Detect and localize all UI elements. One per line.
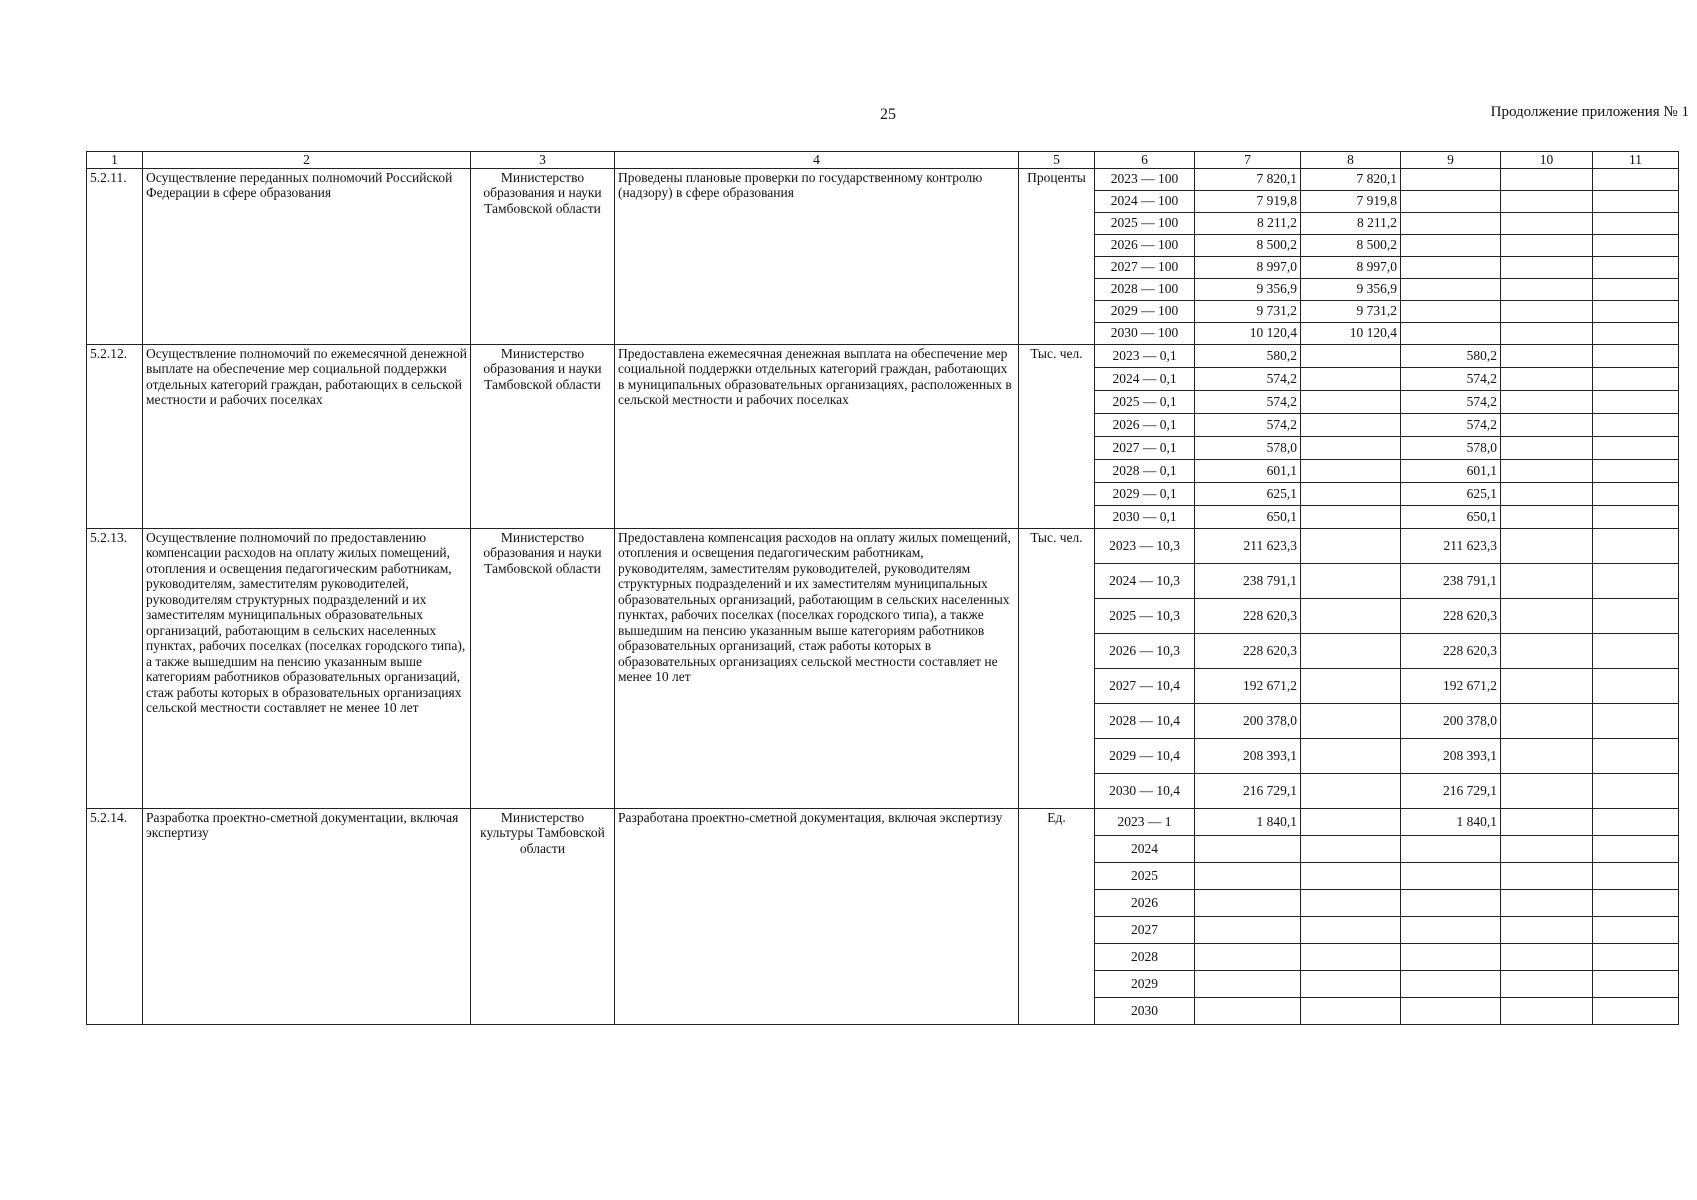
value-cell-10 [1501, 212, 1593, 234]
year-indicator-cell: 2029 [1095, 970, 1195, 997]
value-cell-8: 8 500,2 [1301, 234, 1401, 256]
year-indicator-cell: 2026 [1095, 889, 1195, 916]
value-cell-9: 211 623,3 [1401, 528, 1501, 563]
value-cell-11 [1593, 367, 1679, 390]
year-indicator-cell: 2030 [1095, 997, 1195, 1024]
value-cell-10 [1501, 413, 1593, 436]
value-cell-11 [1593, 997, 1679, 1024]
table-header [87, 152, 1679, 169]
year-indicator-cell: 2026 — 100 [1095, 234, 1195, 256]
value-cell-10 [1501, 563, 1593, 598]
value-cell-8: 9 731,2 [1301, 300, 1401, 322]
value-cell-11 [1593, 916, 1679, 943]
column-header: 8 [1301, 152, 1401, 169]
value-cell-10 [1501, 168, 1593, 190]
value-cell-8: 7 919,8 [1301, 190, 1401, 212]
year-indicator-cell: 2027 [1095, 916, 1195, 943]
value-cell-11 [1593, 278, 1679, 300]
value-cell-8 [1301, 808, 1401, 835]
value-cell-10 [1501, 835, 1593, 862]
year-indicator-cell: 2028 [1095, 943, 1195, 970]
value-cell-7: 578,0 [1195, 436, 1301, 459]
value-cell-8: 8 997,0 [1301, 256, 1401, 278]
value-cell-7 [1195, 889, 1301, 916]
value-cell-7: 625,1 [1195, 482, 1301, 505]
column-header: 2 [143, 152, 471, 169]
value-cell-9 [1401, 322, 1501, 344]
value-cell-10 [1501, 633, 1593, 668]
value-cell-8 [1301, 997, 1401, 1024]
year-indicator-cell: 2026 — 10,3 [1095, 633, 1195, 668]
value-cell-10 [1501, 505, 1593, 528]
value-cell-9: 574,2 [1401, 367, 1501, 390]
value-cell-7: 208 393,1 [1195, 738, 1301, 773]
value-cell-9 [1401, 168, 1501, 190]
value-cell-8 [1301, 436, 1401, 459]
value-cell-7 [1195, 862, 1301, 889]
table-row [87, 528, 1679, 563]
table-row [87, 168, 1679, 190]
value-cell-10 [1501, 997, 1593, 1024]
year-indicator-cell: 2025 — 0,1 [1095, 390, 1195, 413]
value-cell-10 [1501, 482, 1593, 505]
value-cell-7 [1195, 997, 1301, 1024]
value-cell-9: 574,2 [1401, 413, 1501, 436]
year-indicator-cell: 2024 — 10,3 [1095, 563, 1195, 598]
year-indicator-cell: 2026 — 0,1 [1095, 413, 1195, 436]
year-indicator-cell: 2027 — 10,4 [1095, 668, 1195, 703]
value-cell-10 [1501, 390, 1593, 413]
value-cell-8 [1301, 367, 1401, 390]
value-cell-7: 228 620,3 [1195, 598, 1301, 633]
value-cell-10 [1501, 668, 1593, 703]
value-cell-8 [1301, 668, 1401, 703]
year-indicator-cell: 2028 — 0,1 [1095, 459, 1195, 482]
value-cell-9: 1 840,1 [1401, 808, 1501, 835]
value-cell-11 [1593, 738, 1679, 773]
value-cell-8: 10 120,4 [1301, 322, 1401, 344]
value-cell-7: 211 623,3 [1195, 528, 1301, 563]
section-unit: Проценты [1019, 168, 1095, 344]
section-code: 5.2.12. [87, 344, 143, 528]
section-code: 5.2.11. [87, 168, 143, 344]
value-cell-9 [1401, 835, 1501, 862]
value-cell-7: 9 356,9 [1195, 278, 1301, 300]
section-code: 5.2.14. [87, 808, 143, 1024]
year-indicator-cell: 2030 — 10,4 [1095, 773, 1195, 808]
section-name: Осуществление переданных полномочий Российской Федерации в сфере образования [143, 168, 471, 344]
column-header: 9 [1401, 152, 1501, 169]
value-cell-11 [1593, 943, 1679, 970]
year-indicator-cell: 2025 [1095, 862, 1195, 889]
value-cell-10 [1501, 943, 1593, 970]
program-table [86, 151, 1679, 1025]
value-cell-10 [1501, 773, 1593, 808]
year-indicator-cell: 2023 — 1 [1095, 808, 1195, 835]
value-cell-7 [1195, 835, 1301, 862]
value-cell-7: 10 120,4 [1195, 322, 1301, 344]
value-cell-9 [1401, 970, 1501, 997]
value-cell-9 [1401, 256, 1501, 278]
year-indicator-cell: 2029 — 10,4 [1095, 738, 1195, 773]
value-cell-7: 580,2 [1195, 344, 1301, 367]
value-cell-8 [1301, 633, 1401, 668]
value-cell-11 [1593, 773, 1679, 808]
value-cell-8 [1301, 528, 1401, 563]
year-indicator-cell: 2024 [1095, 835, 1195, 862]
year-indicator-cell: 2029 — 100 [1095, 300, 1195, 322]
section-name: Осуществление полномочий по предоставлению компенсации расходов на оплату жилых помещений, отопления и освещения педагогическим работникам, руководителям, заместителям руководителей, руководителям структурных подразделений и их заместителям муниципальных образовательных организаций, работающим в сельских населенных пунктах, рабочих поселках (поселках городского типа), а также вышедшим на пенсию указанным выше категориям работников образовательных организаций, стаж работы которых в образовательных организациях сельской местности составляет не менее 10 лет [143, 528, 471, 808]
value-cell-7: 574,2 [1195, 413, 1301, 436]
section-result: Предоставлена компенсация расходов на оплату жилых помещений, отопления и освещения педагогическим работникам, руководителям, заместителям руководителей, руководителям структурных подразделений и их заместителям муниципальных образовательных организаций, работающим в сельских населенных пунктах, рабочих поселках (поселках городского типа), а также вышедшим на пенсию указанным выше категориям работников образовательных организаций, стаж работы которых в образовательных организациях сельской местности составляет не менее 10 лет [615, 528, 1019, 808]
value-cell-8: 9 356,9 [1301, 278, 1401, 300]
table-body [87, 168, 1679, 1024]
value-cell-7 [1195, 916, 1301, 943]
column-header: 4 [615, 152, 1019, 169]
value-cell-9 [1401, 943, 1501, 970]
value-cell-10 [1501, 436, 1593, 459]
value-cell-9: 228 620,3 [1401, 598, 1501, 633]
value-cell-10 [1501, 528, 1593, 563]
year-indicator-cell: 2023 — 100 [1095, 168, 1195, 190]
value-cell-10 [1501, 190, 1593, 212]
value-cell-8 [1301, 482, 1401, 505]
value-cell-11 [1593, 668, 1679, 703]
value-cell-10 [1501, 808, 1593, 835]
value-cell-9: 580,2 [1401, 344, 1501, 367]
value-cell-7: 216 729,1 [1195, 773, 1301, 808]
value-cell-7: 228 620,3 [1195, 633, 1301, 668]
value-cell-11 [1593, 436, 1679, 459]
value-cell-8 [1301, 916, 1401, 943]
year-indicator-cell: 2030 — 100 [1095, 322, 1195, 344]
year-indicator-cell: 2028 — 10,4 [1095, 703, 1195, 738]
value-cell-8 [1301, 459, 1401, 482]
value-cell-11 [1593, 234, 1679, 256]
table-row [87, 344, 1679, 367]
value-cell-7: 238 791,1 [1195, 563, 1301, 598]
value-cell-10 [1501, 278, 1593, 300]
value-cell-11 [1593, 344, 1679, 367]
year-indicator-cell: 2023 — 0,1 [1095, 344, 1195, 367]
value-cell-9: 216 729,1 [1401, 773, 1501, 808]
value-cell-10 [1501, 970, 1593, 997]
year-indicator-cell: 2030 — 0,1 [1095, 505, 1195, 528]
value-cell-11 [1593, 482, 1679, 505]
value-cell-11 [1593, 322, 1679, 344]
section-unit: Тыс. чел. [1019, 344, 1095, 528]
column-header: 7 [1195, 152, 1301, 169]
value-cell-10 [1501, 256, 1593, 278]
year-indicator-cell: 2025 — 10,3 [1095, 598, 1195, 633]
value-cell-10 [1501, 234, 1593, 256]
value-cell-10 [1501, 300, 1593, 322]
value-cell-8: 7 820,1 [1301, 168, 1401, 190]
value-cell-9 [1401, 212, 1501, 234]
year-indicator-cell: 2029 — 0,1 [1095, 482, 1195, 505]
value-cell-10 [1501, 889, 1593, 916]
value-cell-8 [1301, 505, 1401, 528]
section-unit: Ед. [1019, 808, 1095, 1024]
value-cell-10 [1501, 322, 1593, 344]
value-cell-10 [1501, 916, 1593, 943]
value-cell-9: 208 393,1 [1401, 738, 1501, 773]
value-cell-9 [1401, 889, 1501, 916]
section-name: Осуществление полномочий по ежемесячной денежной выплате на обеспечение мер социальной поддержки отдельных категорий граждан, работающих в сельской местности и рабочих поселках [143, 344, 471, 528]
value-cell-7: 7 820,1 [1195, 168, 1301, 190]
value-cell-8 [1301, 598, 1401, 633]
continuation-label: Продолжение приложения № 1 [1490, 104, 1689, 120]
value-cell-11 [1593, 459, 1679, 482]
value-cell-8 [1301, 835, 1401, 862]
value-cell-8 [1301, 970, 1401, 997]
value-cell-11 [1593, 703, 1679, 738]
section-code: 5.2.13. [87, 528, 143, 808]
value-cell-9: 228 620,3 [1401, 633, 1501, 668]
value-cell-11 [1593, 862, 1679, 889]
value-cell-9 [1401, 916, 1501, 943]
column-header: 1 [87, 152, 143, 169]
year-indicator-cell: 2024 — 100 [1095, 190, 1195, 212]
value-cell-9: 578,0 [1401, 436, 1501, 459]
value-cell-8 [1301, 390, 1401, 413]
value-cell-11 [1593, 413, 1679, 436]
value-cell-7: 9 731,2 [1195, 300, 1301, 322]
value-cell-8 [1301, 344, 1401, 367]
value-cell-8 [1301, 413, 1401, 436]
year-indicator-cell: 2027 — 0,1 [1095, 436, 1195, 459]
value-cell-10 [1501, 862, 1593, 889]
value-cell-8 [1301, 889, 1401, 916]
year-indicator-cell: 2024 — 0,1 [1095, 367, 1195, 390]
value-cell-7: 1 840,1 [1195, 808, 1301, 835]
value-cell-11 [1593, 835, 1679, 862]
value-cell-11 [1593, 168, 1679, 190]
section-result: Проведены плановые проверки по государственному контролю (надзору) в сфере образования [615, 168, 1019, 344]
value-cell-8 [1301, 773, 1401, 808]
value-cell-8 [1301, 943, 1401, 970]
value-cell-9: 574,2 [1401, 390, 1501, 413]
value-cell-7 [1195, 970, 1301, 997]
value-cell-7: 8 500,2 [1195, 234, 1301, 256]
value-cell-8: 8 211,2 [1301, 212, 1401, 234]
section-result: Разработана проектно-сметной документация, включая экспертизу [615, 808, 1019, 1024]
value-cell-7: 574,2 [1195, 390, 1301, 413]
value-cell-10 [1501, 344, 1593, 367]
value-cell-11 [1593, 300, 1679, 322]
year-indicator-cell: 2027 — 100 [1095, 256, 1195, 278]
value-cell-9: 601,1 [1401, 459, 1501, 482]
value-cell-11 [1593, 808, 1679, 835]
section-unit: Тыс. чел. [1019, 528, 1095, 808]
section-ministry: Министерство образования и науки Тамбовской области [471, 528, 615, 808]
value-cell-9 [1401, 234, 1501, 256]
value-cell-7: 574,2 [1195, 367, 1301, 390]
value-cell-10 [1501, 738, 1593, 773]
value-cell-11 [1593, 390, 1679, 413]
value-cell-11 [1593, 190, 1679, 212]
column-header: 5 [1019, 152, 1095, 169]
column-header: 11 [1593, 152, 1679, 169]
value-cell-9 [1401, 300, 1501, 322]
column-header: 10 [1501, 152, 1593, 169]
section-name: Разработка проектно-сметной документации, включая экспертизу [143, 808, 471, 1024]
value-cell-9 [1401, 997, 1501, 1024]
value-cell-9 [1401, 190, 1501, 212]
value-cell-11 [1593, 633, 1679, 668]
table-row [87, 808, 1679, 835]
value-cell-11 [1593, 256, 1679, 278]
value-cell-10 [1501, 598, 1593, 633]
value-cell-9: 650,1 [1401, 505, 1501, 528]
value-cell-10 [1501, 703, 1593, 738]
value-cell-9: 200 378,0 [1401, 703, 1501, 738]
value-cell-7: 8 211,2 [1195, 212, 1301, 234]
value-cell-8 [1301, 563, 1401, 598]
section-ministry: Министерство образования и науки Тамбовской области [471, 344, 615, 528]
value-cell-8 [1301, 738, 1401, 773]
year-indicator-cell: 2025 — 100 [1095, 212, 1195, 234]
value-cell-7: 192 671,2 [1195, 668, 1301, 703]
value-cell-9: 625,1 [1401, 482, 1501, 505]
value-cell-9 [1401, 862, 1501, 889]
value-cell-10 [1501, 459, 1593, 482]
value-cell-11 [1593, 598, 1679, 633]
value-cell-10 [1501, 367, 1593, 390]
page-number: 25 [880, 106, 896, 123]
value-cell-8 [1301, 862, 1401, 889]
value-cell-11 [1593, 889, 1679, 916]
value-cell-11 [1593, 970, 1679, 997]
value-cell-7: 7 919,8 [1195, 190, 1301, 212]
column-header: 3 [471, 152, 615, 169]
value-cell-7: 200 378,0 [1195, 703, 1301, 738]
value-cell-11 [1593, 528, 1679, 563]
value-cell-11 [1593, 563, 1679, 598]
value-cell-7: 8 997,0 [1195, 256, 1301, 278]
value-cell-7 [1195, 943, 1301, 970]
section-ministry: Министерство образования и науки Тамбовской области [471, 168, 615, 344]
value-cell-9: 238 791,1 [1401, 563, 1501, 598]
section-result: Предоставлена ежемесячная денежная выплата на обеспечение мер социальной поддержки отдельных категорий граждан, работающих в муниципальных образовательных организациях, расположенных в сельской местности и рабочих поселках [615, 344, 1019, 528]
value-cell-11 [1593, 212, 1679, 234]
value-cell-7: 601,1 [1195, 459, 1301, 482]
year-indicator-cell: 2028 — 100 [1095, 278, 1195, 300]
year-indicator-cell: 2023 — 10,3 [1095, 528, 1195, 563]
value-cell-8 [1301, 703, 1401, 738]
column-header: 6 [1095, 152, 1195, 169]
value-cell-11 [1593, 505, 1679, 528]
section-ministry: Министерство культуры Тамбовской области [471, 808, 615, 1024]
value-cell-9: 192 671,2 [1401, 668, 1501, 703]
value-cell-7: 650,1 [1195, 505, 1301, 528]
value-cell-9 [1401, 278, 1501, 300]
